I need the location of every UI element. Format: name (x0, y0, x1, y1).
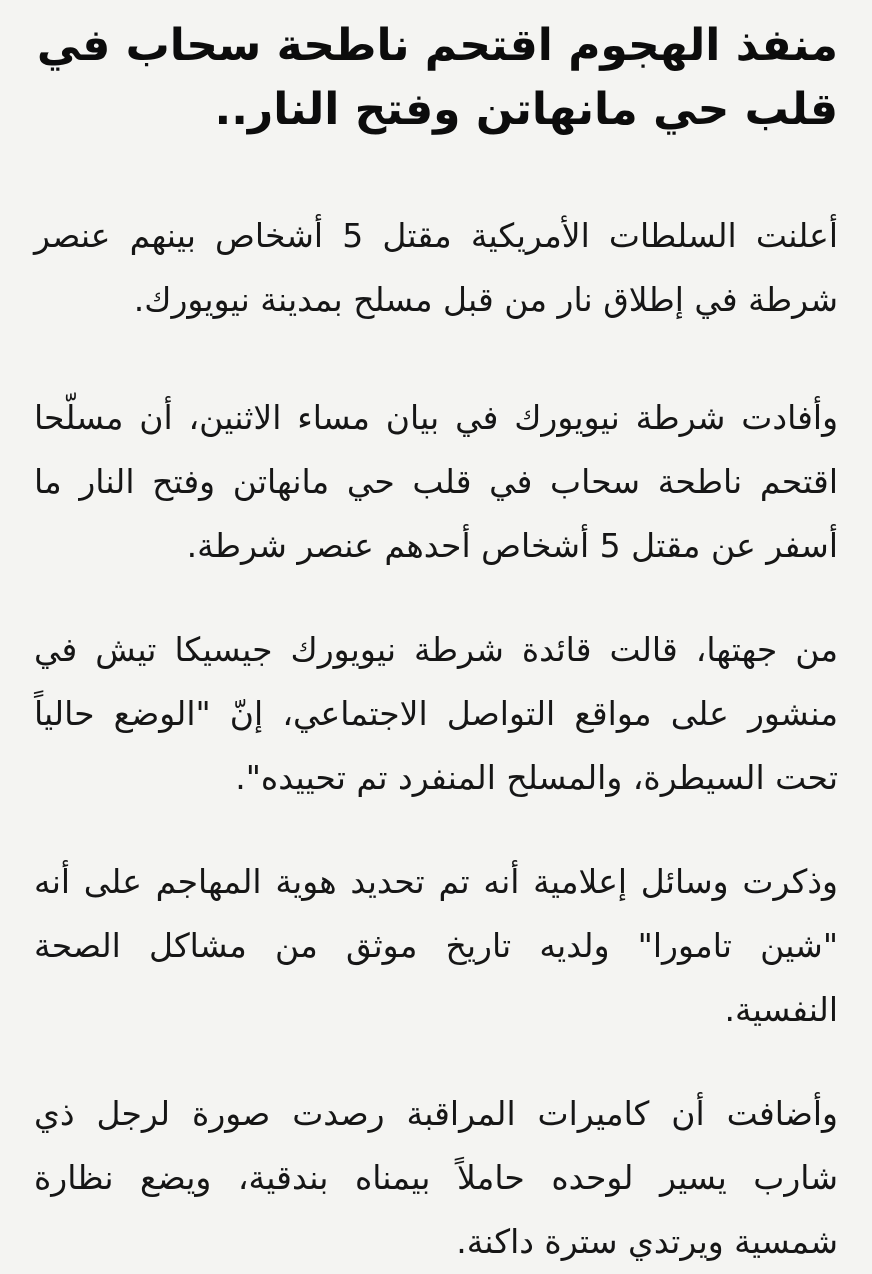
article-paragraph-1: أعلنت السلطات الأمريكية مقتل 5 أشخاص بينهم عنصر شرطة في إطلاق نار من قبل مسلح بمدينة نيويورك. (34, 216, 838, 319)
article-paragraph-5: وأضافت أن كاميرات المراقبة رصدت صورة لرجل ذي شارب يسير لوحده حاملاً بيمناه بندقية، ويضع نظارة شمسية ويرتدي سترة داكنة. (34, 1094, 838, 1261)
article-paragraph-2: وأفادت شرطة نيويورك في بيان مساء الاثنين، أن مسلّحا اقتحم ناطحة سحاب في قلب حي مانهاتن وفتح النار ما أسفر عن مقتل 5 أشخاص أحدهم عنصر شرطة. (34, 398, 838, 565)
article-paragraph-4: وذكرت وسائل إعلامية أنه تم تحديد هوية المهاجم على أنه "شين تامورا" ولديه تاريخ موثق من مشاكل الصحة النفسية. (34, 862, 838, 1029)
article-headline: منفذ الهجوم اقتحم ناطحة سحاب في قلب حي مانهاتن وفتح النار.. (36, 20, 838, 135)
article-paragraph-3: من جهتها، قالت قائدة شرطة نيويورك جيسيكا تيش في منشور على مواقع التواصل الاجتماعي، إنّ "الوضع حالياً تحت السيطرة، والمسلح المنفرد تم تحييده". (34, 630, 838, 797)
article-body (34, 204, 838, 1274)
